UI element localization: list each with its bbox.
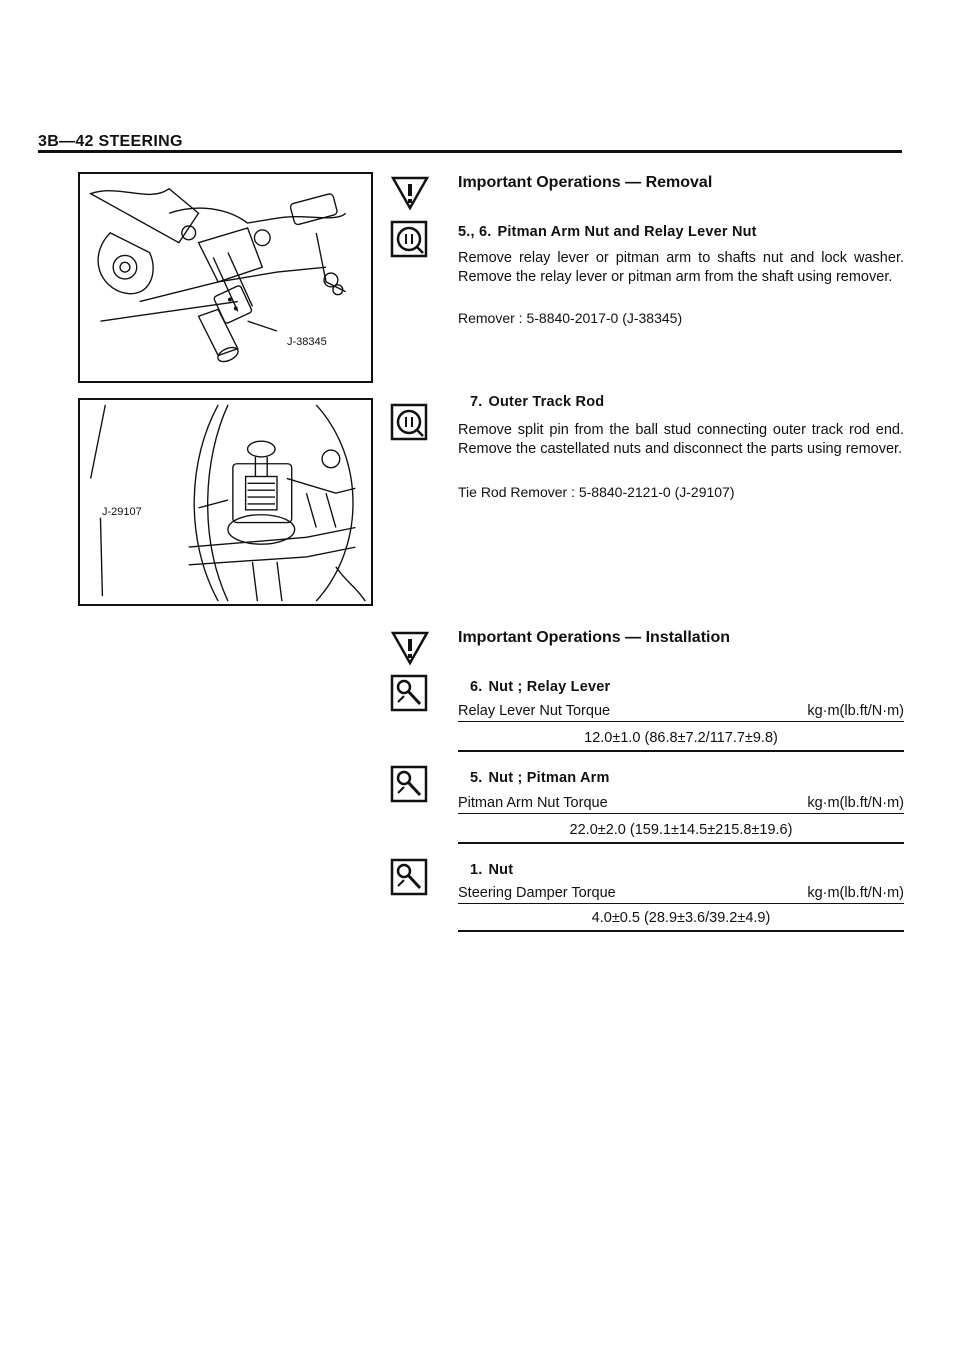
warning-triangle-icon	[390, 630, 430, 666]
remover-tool-icon	[390, 220, 430, 258]
item-title: Outer Track Rod	[488, 394, 605, 410]
installation-heading: Important Operations — Installation	[458, 629, 731, 646]
torque-value: 22.0±2.0 (159.1±14.5±215.8±19.6)	[458, 822, 904, 844]
item-number: 6.	[470, 679, 483, 695]
removal-item-text: Remove relay lever or pitman arm to shafts nut and lock washer. Remove the relay lever or pitman arm from the shaft using remover.	[458, 250, 904, 285]
torque-label: Relay Lever Nut Torque	[458, 703, 611, 719]
warning-triangle-icon	[390, 175, 430, 211]
figure-tie-rod-remover	[78, 398, 373, 606]
item-number: 7.	[470, 394, 483, 410]
torque-value: 4.0±0.5 (28.9±3.6/39.2±4.9)	[458, 910, 904, 932]
removal-item-text: Remove split pin from the ball stud connecting outer track rod end. Remove the castellated nuts and disconnect the parts using remover.	[458, 422, 904, 457]
item-title: Nut	[488, 862, 514, 878]
figure-label: J-38345	[287, 336, 327, 348]
installation-item-title	[470, 862, 513, 878]
torque-wrench-icon	[390, 674, 430, 712]
torque-spec-row	[458, 885, 904, 904]
item-number: 5., 6.	[458, 224, 492, 240]
remover-tool-icon	[390, 403, 430, 441]
torque-wrench-icon	[390, 858, 430, 896]
installation-item-title	[470, 770, 610, 786]
item-number: 1.	[470, 862, 483, 878]
figure-label: J-29107	[102, 506, 142, 518]
torque-spec-row	[458, 703, 904, 722]
item-title: Pitman Arm Nut and Relay Lever Nut	[497, 224, 757, 240]
torque-unit: kg·m(lb.ft/N·m)	[807, 885, 904, 901]
torque-spec-row	[458, 795, 904, 814]
installation-item-title	[470, 679, 610, 695]
removal-heading: Important Operations — Removal	[458, 174, 713, 191]
item-title: Nut ; Pitman Arm	[488, 770, 610, 786]
page-header: 3B—42 STEERING	[38, 133, 183, 150]
torque-value: 12.0±1.0 (86.8±7.2/117.7±9.8)	[458, 730, 904, 752]
header-rule	[38, 150, 902, 153]
torque-label: Steering Damper Torque	[458, 885, 616, 901]
torque-wrench-icon	[390, 765, 430, 803]
removal-item-spec: Tie Rod Remover : 5-8840-2121-0 (J-29107)	[458, 484, 735, 500]
item-number: 5.	[470, 770, 483, 786]
item-title: Nut ; Relay Lever	[488, 679, 611, 695]
figure-pitman-arm-remover	[78, 172, 373, 383]
torque-label: Pitman Arm Nut Torque	[458, 795, 608, 811]
removal-item-spec: Remover : 5-8840-2017-0 (J-38345)	[458, 310, 683, 326]
removal-item-title	[458, 224, 757, 240]
torque-unit: kg·m(lb.ft/N·m)	[807, 703, 904, 719]
pitman-arm-remover-illustration	[80, 174, 371, 381]
removal-item-title	[470, 394, 604, 410]
tie-rod-remover-illustration	[80, 400, 371, 604]
torque-unit: kg·m(lb.ft/N·m)	[807, 795, 904, 811]
